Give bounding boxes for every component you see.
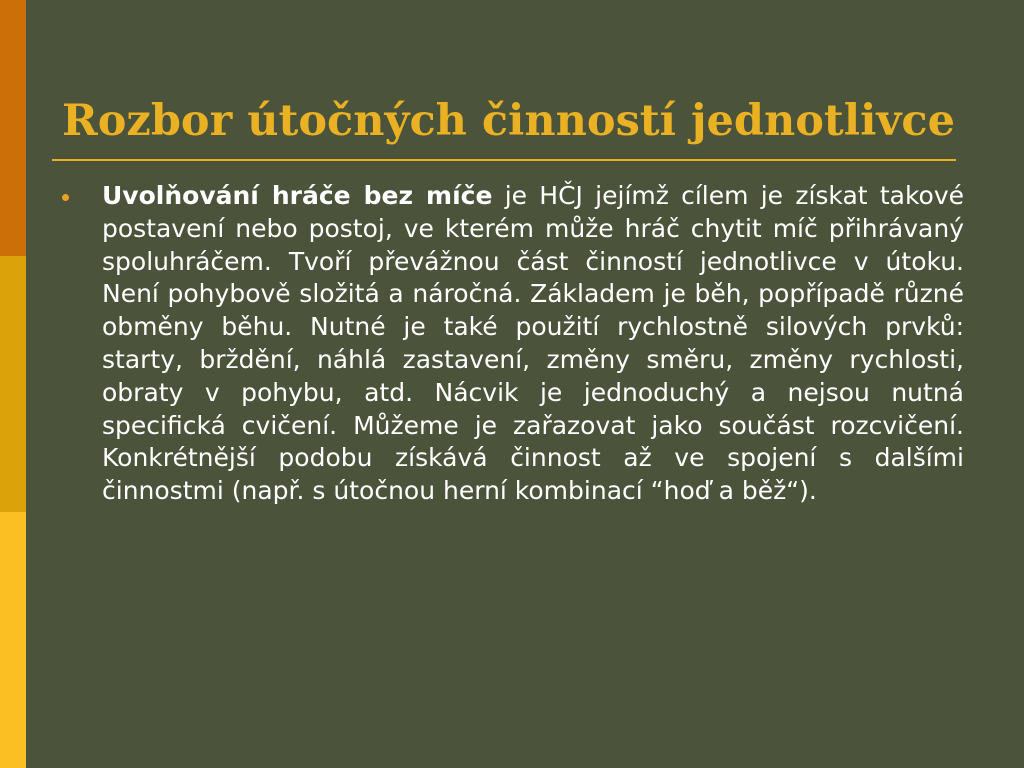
accent-stripe-middle (0, 256, 26, 512)
title-underline (52, 159, 956, 161)
bullet-paragraph (102, 180, 964, 508)
bullet-list (58, 180, 964, 508)
bullet-dot-icon (62, 194, 69, 201)
accent-stripe-top (0, 0, 26, 256)
bullet-body-text: je HČJ jejímž cílem je získat takové postavení nebo postoj, ve kterém může hráč chytit míč přihrávaný spoluhráčem. Tvoří převážnou část činností jednotlivce v útoku. Není pohybově složitá a náročná. Základem je běh, popřípadě různé obměny běhu. Nutné je také použití rychlostně silových prvků: starty, brždění, náhlá zastavení, změny směru, změny rychlosti, obraty v pohybu, atd. Nácvik je jednoduchý a nejsou nutná specifická cvičení. Můžeme je zařazovat jako součást rozcvičení. Konkrétnější podobu získává činnost až ve spojení s dalšími činnostmi (např. s útočnou herní kombinací “hoď a běž“). (102, 181, 965, 506)
bullet-item (58, 180, 964, 508)
bullet-term: Uvolňování hráče bez míče (102, 181, 493, 210)
accent-stripe-bottom (0, 512, 26, 768)
slide-title: Rozbor útočných činností jednotlivce (62, 96, 955, 146)
